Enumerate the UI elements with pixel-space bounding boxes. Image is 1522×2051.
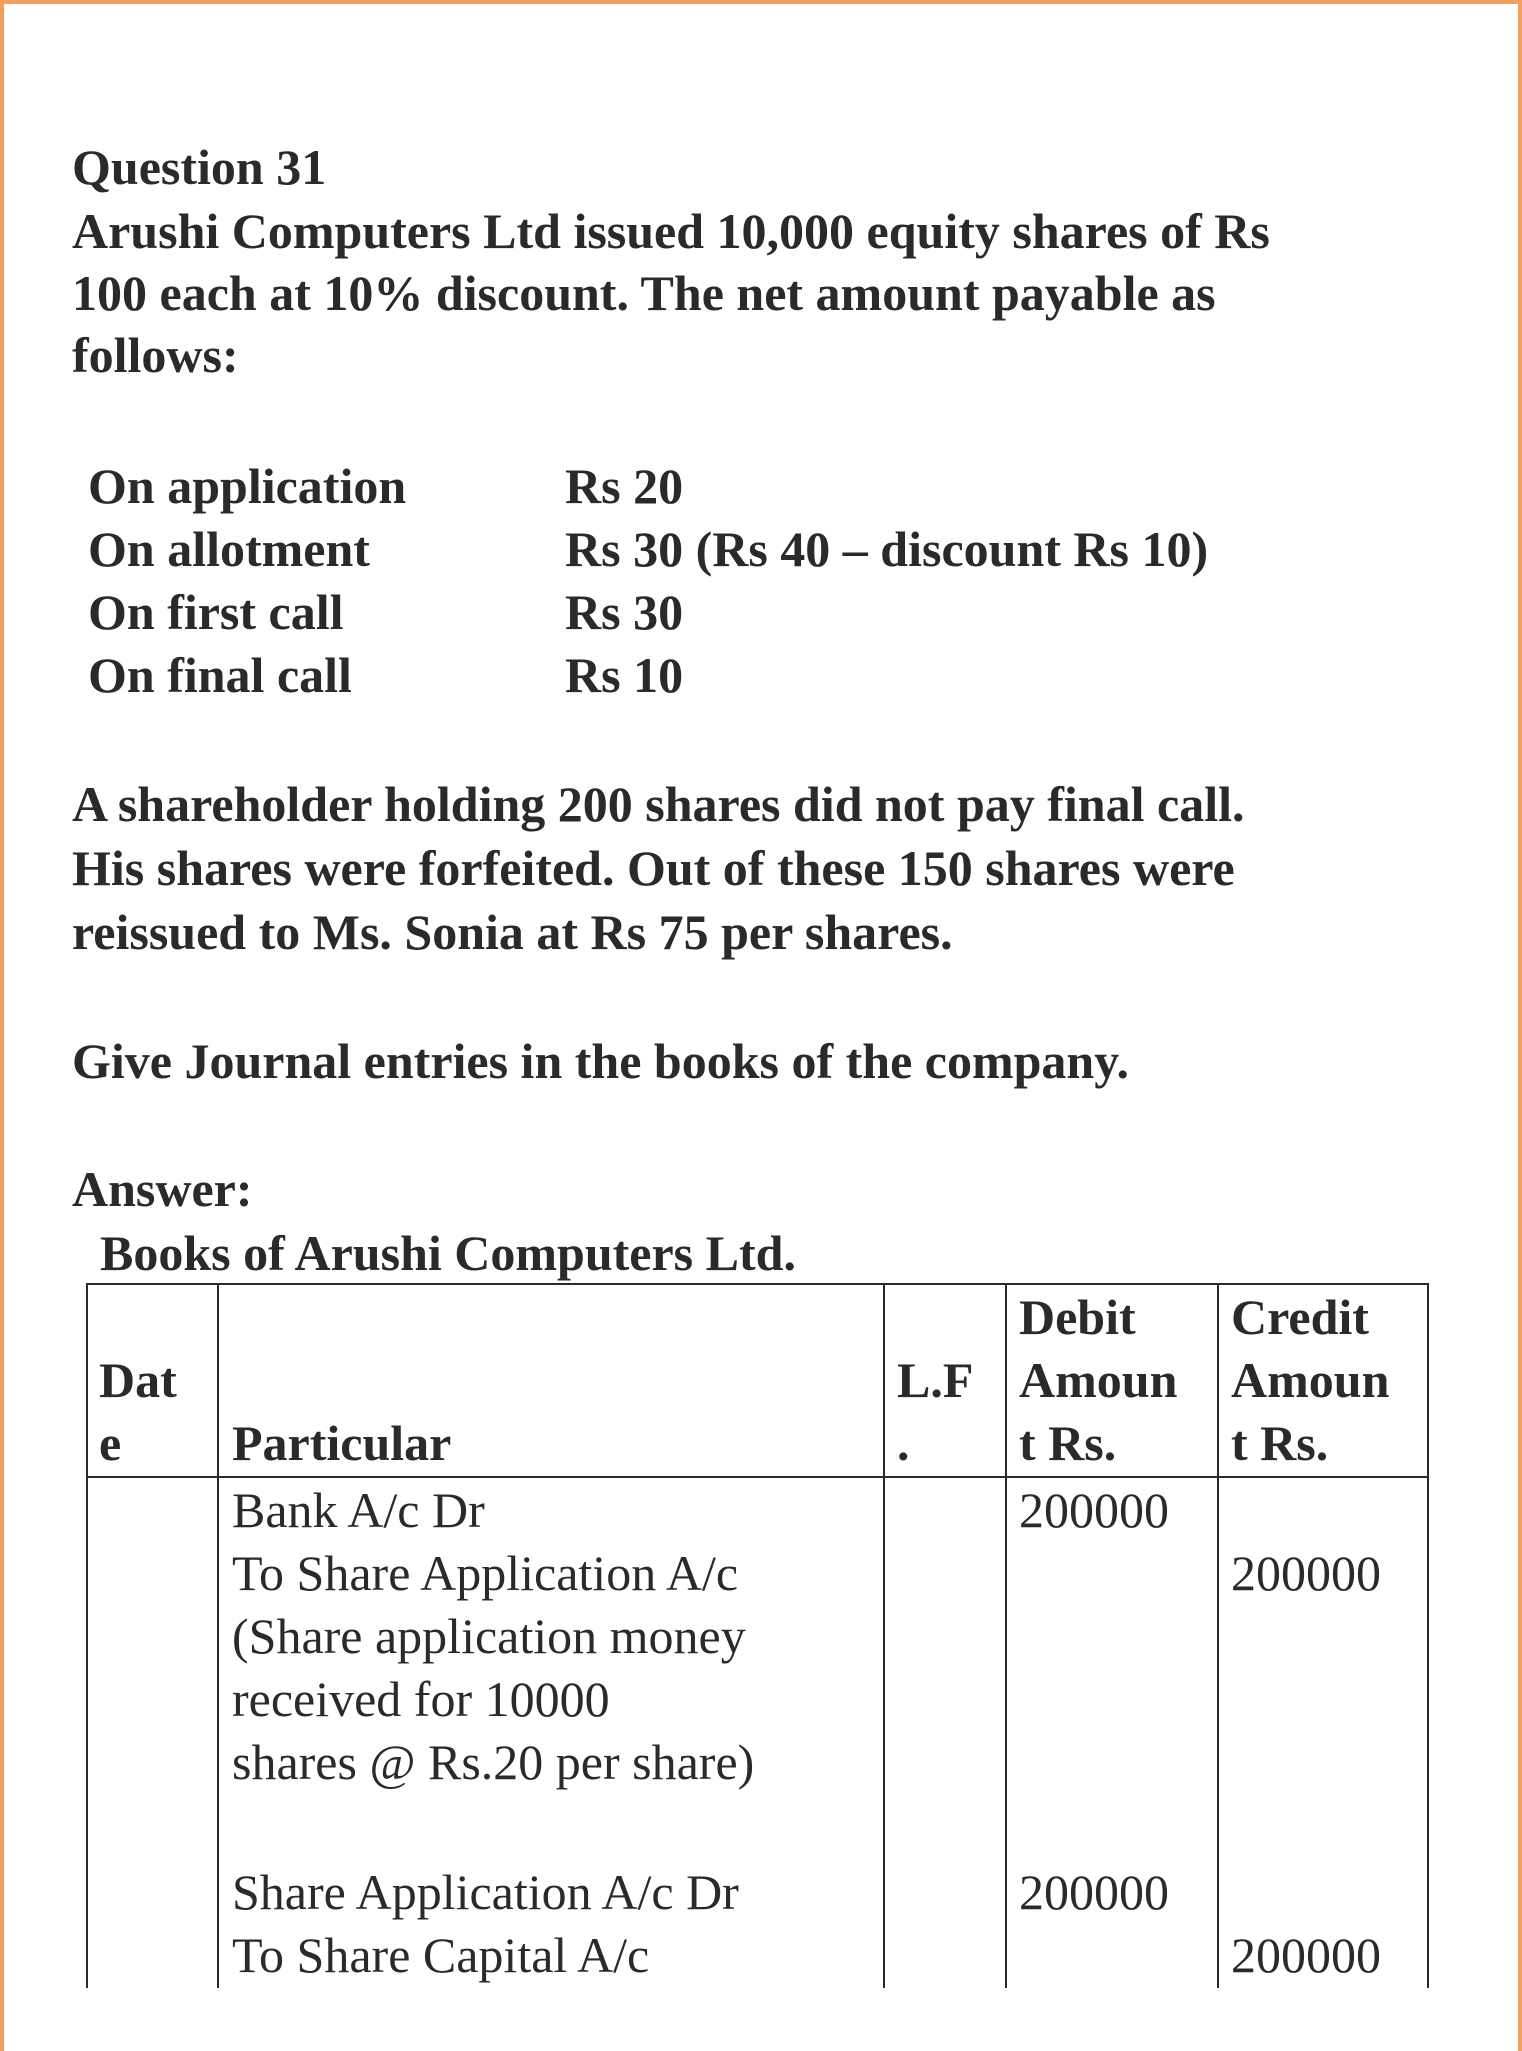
header-particular: Particular xyxy=(232,1415,452,1471)
entry-particulars xyxy=(232,1861,739,1987)
column-border xyxy=(217,1283,219,1988)
question-body-line: Arushi Computers Ltd issued 10,000 equity shares of Rs xyxy=(72,203,1270,259)
entry-credit-amount: 200000 xyxy=(1231,1927,1381,1983)
forfeiture-paragraph xyxy=(72,772,1472,964)
installment-value: Rs 10 xyxy=(565,647,684,703)
particular-line: To Share Application A/c xyxy=(232,1545,739,1601)
table-top-border xyxy=(86,1283,1429,1285)
particular-line: received for 10000 xyxy=(232,1671,610,1727)
entry-debit-amount: 200000 xyxy=(1019,1864,1169,1920)
particular-line: (Share application money xyxy=(232,1608,746,1664)
entry-debit-amount: 200000 xyxy=(1019,1482,1169,1538)
column-border xyxy=(1005,1283,1007,1988)
installment-label: On application xyxy=(88,458,407,514)
entry-credit-amount: 200000 xyxy=(1231,1545,1381,1601)
installment-label: On final call xyxy=(88,647,352,703)
installment-label: On allotment xyxy=(88,521,370,577)
header-lf: L.F . xyxy=(897,1352,974,1471)
particular-line: Share Application A/c Dr xyxy=(232,1864,739,1920)
particular-line: shares @ Rs.20 per share) xyxy=(232,1734,755,1790)
installment-value: Rs 20 xyxy=(565,458,684,514)
installment-label: On first call xyxy=(88,584,344,640)
journal-table xyxy=(86,1283,1429,1988)
answer-label: Answer: xyxy=(72,1161,253,1217)
paragraph-line: reissued to Ms. Sonia at Rs 75 per shares. xyxy=(72,904,953,960)
question-body-line: follows: xyxy=(72,327,239,383)
column-border xyxy=(86,1283,88,1988)
question-body xyxy=(72,200,1452,386)
question-title: Question 31 xyxy=(72,139,327,195)
header-credit-amount: Credit Amoun t Rs. xyxy=(1231,1289,1390,1471)
installment-value: Rs 30 (Rs 40 – discount Rs 10) xyxy=(565,521,1209,577)
column-border xyxy=(883,1283,885,1988)
paragraph-line: A shareholder holding 200 shares did not pay final call. xyxy=(72,776,1245,832)
books-title: Books of Arushi Computers Ltd. xyxy=(100,1225,796,1281)
header-date: Dat e xyxy=(99,1352,177,1471)
installment-value: Rs 30 xyxy=(565,584,684,640)
header-divider xyxy=(86,1476,1429,1478)
paragraph-line: His shares were forfeited. Out of these 150 shares were xyxy=(72,840,1235,896)
header-debit-amount: Debit Amoun t Rs. xyxy=(1019,1289,1178,1471)
particular-line: To Share Capital A/c xyxy=(232,1927,650,1983)
column-border xyxy=(1217,1283,1219,1988)
column-border xyxy=(1427,1283,1429,1988)
question-body-line: 100 each at 10% discount. The net amount payable as xyxy=(72,265,1216,321)
question-instruction: Give Journal entries in the books of the company. xyxy=(72,1033,1129,1089)
particular-line: Bank A/c Dr xyxy=(232,1482,485,1538)
entry-particulars xyxy=(232,1479,754,1794)
